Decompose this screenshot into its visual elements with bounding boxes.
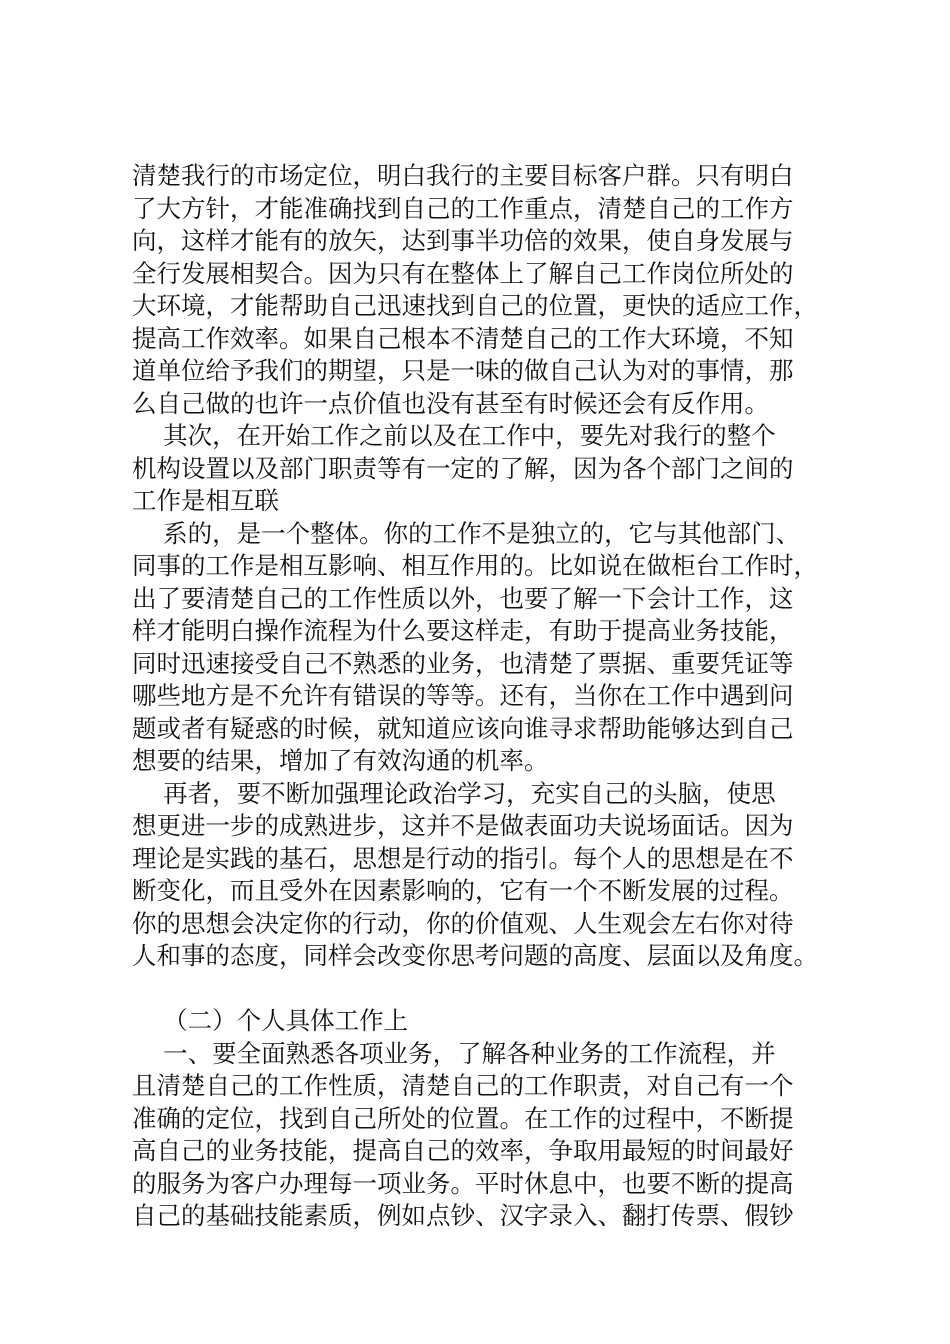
text-line: 且清楚自己的工作性质，清楚自己的工作职责，对自己有一个 bbox=[132, 1071, 794, 1100]
document-body bbox=[132, 160, 832, 1233]
text-line: 出了要清楚自己的工作性质以外，也要了解一下会计工作，这 bbox=[132, 583, 794, 613]
text-line: 自己的基础技能素质，例如点钞、汉字录入、翻打传票、假钞 bbox=[132, 1201, 794, 1230]
paragraph-start-line: 其次，在开始工作之前以及在工作中，要先对我行的整个 bbox=[132, 421, 776, 450]
text-line: 了大方针，才能准确找到自己的工作重点，清楚自己的工作方 bbox=[132, 193, 794, 223]
text-line: 大环境，才能帮助自己迅速找到自己的位置，更快的适应工作， bbox=[132, 291, 818, 320]
text-line: 高自己的业务技能，提高自己的效率，争取用最短的时间最好 bbox=[132, 1136, 794, 1165]
text-line: 想更进一步的成熟进步，这并不是做表面功夫说场面话。因为 bbox=[132, 811, 794, 840]
text-line: 工作是相互联 bbox=[132, 486, 279, 515]
text-line: 准确的定位，找到自己所处的位置。在工作的过程中，不断提 bbox=[132, 1103, 794, 1133]
text-line: 人和事的态度，同样会改变你思考问题的高度、层面以及角度。 bbox=[132, 941, 818, 970]
text-line: 样才能明白操作流程为什么要这样走，有助于提高业务技能， bbox=[132, 616, 794, 645]
text-line: 机构设置以及部门职责等有一定的了解，因为各个部门之间的 bbox=[132, 453, 794, 483]
text-line: 的服务为客户办理每一项业务。平时休息中，也要不断的提高 bbox=[132, 1168, 794, 1198]
text-line: 题或者有疑惑的时候，就知道应该向谁寻求帮助能够达到自己 bbox=[132, 713, 794, 743]
text-line: 提高工作效率。如果自己根本不清楚自己的工作大环境，不知 bbox=[132, 323, 794, 353]
paragraph-start-line: 再者，要不断加强理论政治学习，充实自己的头脑，使思 bbox=[132, 778, 776, 808]
blank-line bbox=[132, 973, 832, 1006]
section-heading: （二）个人具体工作上 bbox=[132, 1006, 409, 1035]
paragraph-start-line: 系的，是一个整体。你的工作不是独立的，它与其他部门、 bbox=[132, 518, 801, 548]
text-line: 你的思想会决定你的行动，你的价值观、人生观会左右你对待 bbox=[132, 908, 794, 938]
text-line: 道单位给予我们的期望，只是一味的做自己认为对的事情，那 bbox=[132, 356, 794, 385]
text-line: 想要的结果，增加了有效沟通的机率。 bbox=[132, 746, 549, 775]
text-line: 向，这样才能有的放矢，达到事半功倍的效果，使自身发展与 bbox=[132, 226, 794, 255]
text-line: 理论是实践的基石，思想是行动的指引。每个人的思想是在不 bbox=[132, 843, 794, 873]
text-line: 全行发展相契合。因为只有在整体上了解自己工作岗位所处的 bbox=[132, 258, 794, 288]
paragraph-start-line: 一、要全面熟悉各项业务，了解各种业务的工作流程，并 bbox=[132, 1038, 776, 1068]
text-line: 同事的工作是相互影响、相互作用的。比如说在做柜台工作时， bbox=[132, 551, 818, 580]
text-line: 断变化，而且受外在因素影响的，它有一个不断发展的过程。 bbox=[132, 876, 794, 905]
text-line: 么自己做的也许一点价值也没有甚至有时候还会有反作用。 bbox=[132, 388, 769, 418]
text-line: 哪些地方是不允许有错误的等等。还有，当你在工作中遇到问 bbox=[132, 681, 794, 710]
text-line: 同时迅速接受自己不熟悉的业务，也清楚了票据、重要凭证等 bbox=[132, 648, 794, 678]
text-line: 清楚我行的市场定位，明白我行的主要目标客户群。只有明白 bbox=[132, 161, 794, 190]
